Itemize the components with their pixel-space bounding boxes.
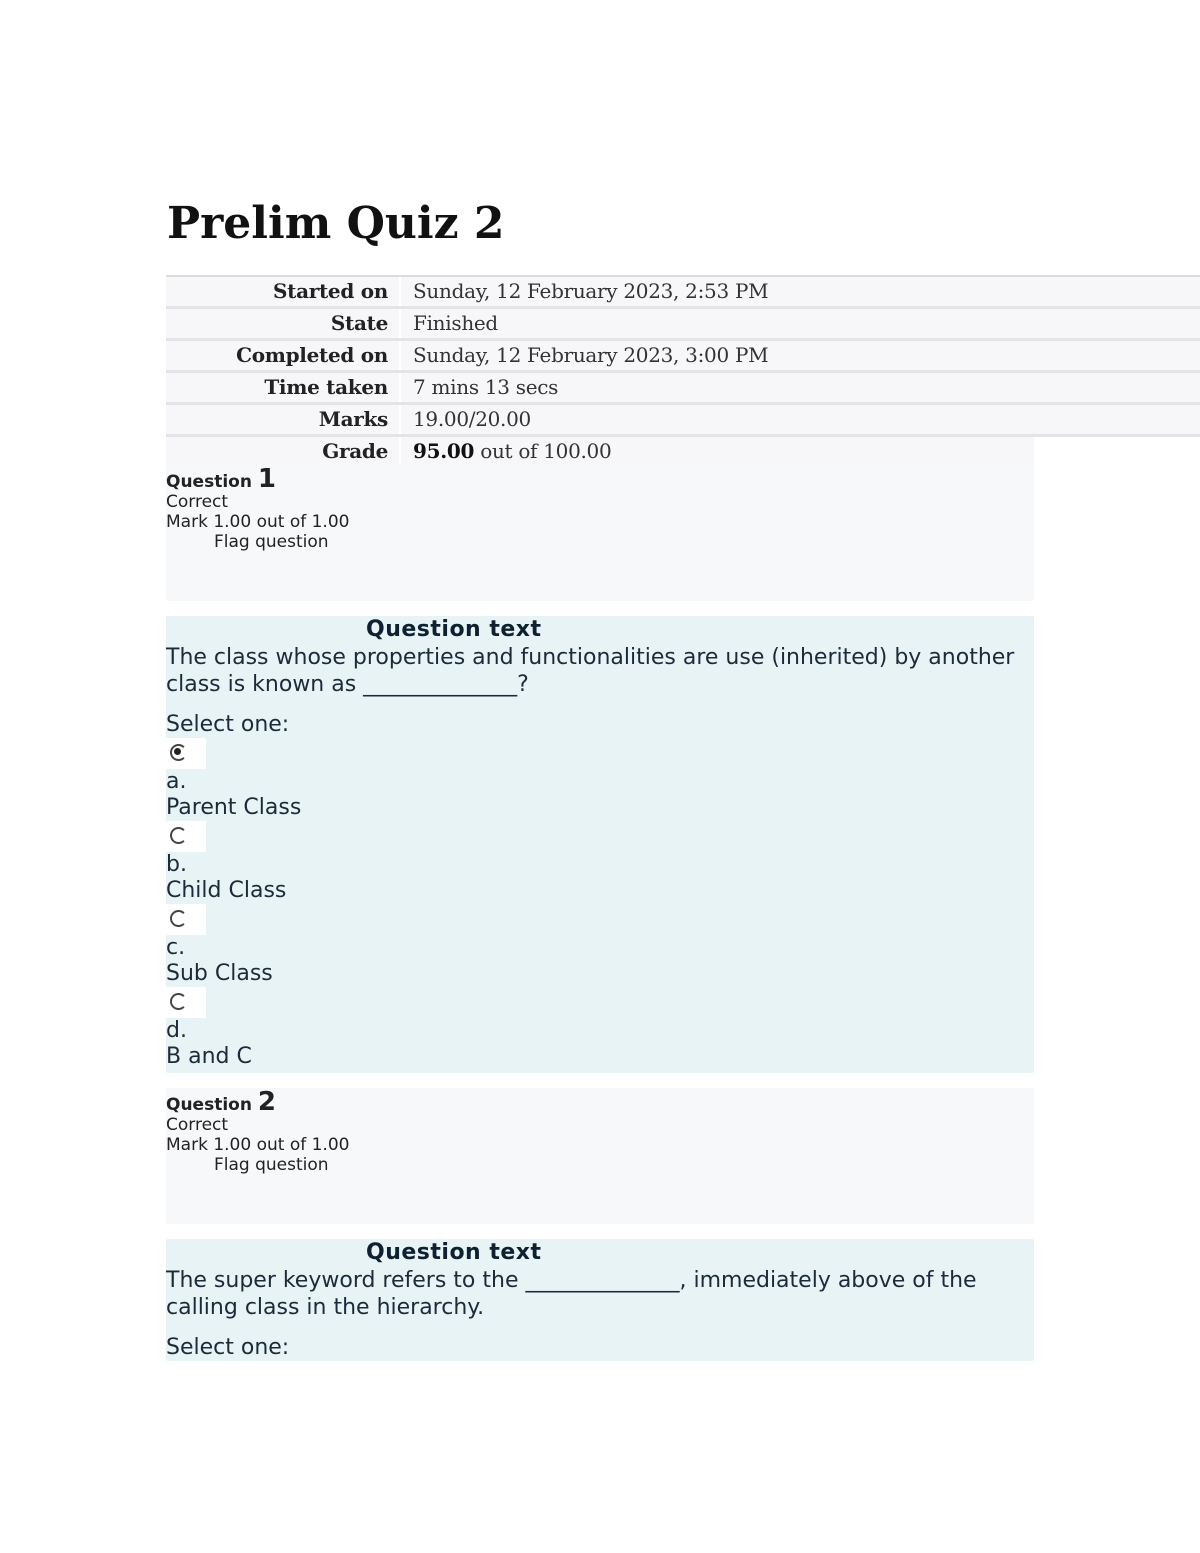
option-b-radio[interactable] — [166, 821, 206, 852]
summary-value: 7 mins 13 secs — [399, 373, 1200, 402]
question-number-value: 1 — [257, 464, 276, 494]
summary-value: Sunday, 12 February 2023, 3:00 PM — [399, 341, 1200, 370]
flag-question-link[interactable]: Flag question — [214, 1155, 329, 1175]
option-d-radio[interactable] — [166, 987, 206, 1018]
option-d-text[interactable]: B and C — [166, 1044, 252, 1069]
radio-unselected-icon — [170, 910, 187, 927]
radio-selected-icon — [170, 744, 187, 761]
summary-value: Sunday, 12 February 2023, 2:53 PM — [399, 277, 1200, 306]
option-c-letter: c. — [166, 935, 186, 960]
question-mark: Mark 1.00 out of 1.00 — [166, 512, 350, 532]
question-number-value: 2 — [257, 1087, 276, 1117]
summary-label: Time taken — [264, 375, 388, 399]
question-label: Question — [166, 1095, 252, 1115]
select-one-label: Select one: — [166, 712, 290, 737]
question-2-content — [166, 1239, 1034, 1361]
option-a-text[interactable]: Parent Class — [166, 795, 302, 820]
summary-row-time-taken — [166, 373, 1200, 405]
question-mark: Mark 1.00 out of 1.00 — [166, 1135, 350, 1155]
summary-label: State — [330, 311, 388, 335]
summary-row-state — [166, 309, 1200, 341]
option-c-radio[interactable] — [166, 904, 206, 935]
radio-unselected-icon — [170, 827, 187, 844]
summary-row-started — [166, 277, 1200, 309]
option-a-letter: a. — [166, 769, 187, 794]
question-2-info — [166, 1088, 1034, 1224]
question-text-heading: Question text — [366, 1240, 542, 1265]
summary-row-marks — [166, 405, 1200, 437]
summary-label: Marks — [318, 407, 388, 431]
question-text-heading: Question text — [366, 617, 542, 642]
question-number — [166, 1087, 1034, 1117]
question-prompt: The class whose properties and functionalities are use (inherited) by another class is known as ______________? — [166, 645, 1015, 697]
question-prompt: The super keyword refers to the ______________, immediately above of the calling class in the hierarchy. — [166, 1268, 977, 1320]
summary-label: Started on — [273, 279, 388, 303]
option-d-letter: d. — [166, 1018, 187, 1043]
question-status: Correct — [166, 1115, 229, 1135]
attempt-summary-table — [166, 275, 1200, 469]
summary-value — [399, 437, 1034, 466]
flag-question-link[interactable]: Flag question — [214, 532, 329, 552]
question-number — [166, 464, 1034, 494]
question-1-info — [166, 465, 1034, 601]
question-1-content — [166, 616, 1034, 1073]
page-title: Prelim Quiz 2 — [167, 198, 505, 249]
option-b-letter: b. — [166, 852, 187, 877]
summary-value: Finished — [399, 309, 1200, 338]
option-a-radio[interactable] — [166, 738, 206, 769]
option-c-text[interactable]: Sub Class — [166, 961, 273, 986]
question-label: Question — [166, 472, 252, 492]
summary-label: Completed on — [236, 343, 388, 367]
summary-value: 19.00/20.00 — [399, 405, 1200, 434]
select-one-label: Select one: — [166, 1335, 290, 1360]
question-status: Correct — [166, 492, 229, 512]
grade-out-of: out of 100.00 — [474, 439, 612, 463]
summary-row-completed — [166, 341, 1200, 373]
summary-label: Grade — [322, 439, 388, 463]
radio-unselected-icon — [170, 993, 187, 1010]
option-b-text[interactable]: Child Class — [166, 878, 287, 903]
grade-value: 95.00 — [413, 439, 475, 463]
